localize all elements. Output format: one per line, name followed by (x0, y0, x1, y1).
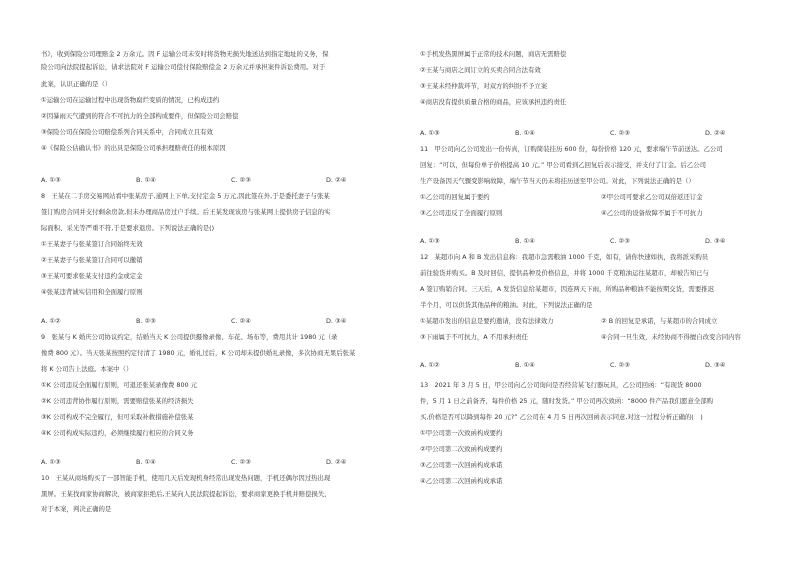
q9-choice-c: C. ②③ (231, 458, 251, 466)
q9-option: ③K 公司构成不完全履行，但可采取补救措施补偿张某 (41, 413, 194, 421)
q9-stem-line: 像费 800 元）。当天张某按照约定付清了 1980 元，婚礼过后，K 公司却未提供婚礼录像，多次协商无果后张某 (41, 349, 356, 357)
q13-stem-line: 买,价格是否可以降到每件 20 元?” 乙公司在 4 月 5 日再次回函表示同意,对这一过程分析正确的( ) (420, 413, 703, 421)
q7-stem-line: 书》，收到保险公司理赔金 2 万余元。因 F 运输公司未安时将货物无损失地送达到指定地址的义务，保 (41, 50, 329, 58)
q11-answer-choices (420, 238, 782, 246)
q8-option: ②王某妻子与张某签订合同可以撤销 (41, 256, 143, 264)
q9-stem-line: 将 K 公司告上法庭。本案中（） (41, 365, 133, 373)
q13-option: ①甲公司第一次致函构成要约 (420, 429, 503, 437)
q8-choice-d: D. ③④ (326, 317, 347, 325)
q9-choice-d: D. ②④ (326, 458, 347, 466)
q7-choice-a: A. ①③ (41, 176, 61, 184)
q7-stem-line: 此案，认识正确的是（） (41, 80, 112, 88)
q7-option: ②因暴雨天气遭到的符合不可抗力的全部构成要件，但保险公司会赔偿 (41, 112, 239, 120)
q8-stem-line: 际面积、采光等严重不符,于是要求退房。下列说法正确的是() (41, 224, 215, 232)
q7-answer-choices (41, 177, 403, 185)
q12-choice-a: A. ①② (420, 361, 440, 369)
right-column (420, 0, 782, 562)
q9-choice-a: A. ①③ (41, 458, 61, 466)
q11-stem-line: 11 甲公司向乙公司发出一份传真，订购简装挂历 600 份，每份价格 120 元，要求端午节前送达。乙公司 (420, 145, 723, 153)
q13-stem-line: 13 2021 年 3 月 5 日，甲公司向乙公司询问是否经营某飞行器玩具，乙公司回函：“有现货 8000 (420, 381, 702, 389)
q12-stem-line: 半个月，可以供货其他品种的粮油。对此，下列说法正确的是 (420, 301, 593, 309)
q9-stem-line: 9 张某与 K 婚庆公司协议约定，结婚当天 K 公司提供摄像录像、车花、场布等，费用共计 1980 元（录 (41, 333, 338, 341)
q10-option: ①手机发热黑屏属于正常的技术问题，商店无需赔偿 (420, 50, 567, 58)
q9-option: ②K 公司违背协作履行原则，需要赔偿张某的经济损失 (41, 397, 194, 405)
q7-choice-d: D. ②④ (326, 176, 347, 184)
q8-answer-choices (41, 318, 403, 326)
q11-options-row (420, 194, 782, 202)
q7-choice-c: C. ②③ (231, 176, 251, 184)
q7-stem-line: 险公司向法院提起诉讼，请求法院对 F 运输公司偿付保险赔偿金 2 万余元并承担案件诉讼费用。对于 (41, 63, 326, 71)
q13-option: ③乙公司第一次回函构成承诺 (420, 461, 503, 469)
q12-options-row (420, 318, 782, 326)
q8-option: ④张某违背诚实信用和全面履行原则 (41, 288, 143, 296)
q12-option: ③下雨属于不可抗力，A 不用承担责任 (420, 333, 528, 341)
q8-stem-line: 8 王某在二手房交易网站看中张某房子,通网上下单,支付定金 5 万元,因此签在外,于是委托妻子与张某 (41, 192, 330, 200)
q12-stem-line: A 签订购销合同。三天后，A 发货信息给某超市，因连两天下雨，所购品种粮油不能按期交货，需要推迟 (420, 285, 714, 293)
q10-option: ③王某未经仲裁环节，对双方的纠纷不予立案 (420, 82, 548, 90)
q13-option: ④乙公司第二次回函构成承诺 (420, 477, 503, 485)
q9-option: ④K 公司构成实际违约，必须继续履行相应的合同义务 (41, 429, 194, 437)
q9-answer-choices (41, 459, 403, 467)
q11-choice-c: C. ②③ (610, 237, 630, 245)
q12-choice-b: B. ①④ (515, 361, 535, 369)
q11-stem-line: 回复：“可以，但每份单子价格提高 10 元。” 甲公司看到乙回复后表示接受，并支付了订金。后乙公司 (420, 161, 707, 169)
q12-stem-line: 12 某超市向 A 和 B 发出信息称：我超市急需粮油 1000 千克，如有，请你快速如执，我将派采购员 (420, 253, 709, 261)
q11-choice-b: B. ①④ (515, 237, 535, 245)
q8-choice-a: A. ①② (41, 317, 61, 325)
q7-choice-b: B. ①④ (136, 176, 156, 184)
q8-choice-b: B. ②③ (136, 317, 156, 325)
q12-choice-c: C. ②③ (610, 361, 630, 369)
q11-option: ④乙公司的设备故障不属于不可抗力 (601, 209, 703, 217)
q10-stem-line: 对于本案，判决正确的是 (41, 505, 112, 513)
q13-option: ②甲公司第二次致函构成要约 (420, 445, 503, 453)
q10-answer-choices (420, 130, 782, 138)
q10-option: ②王某与商店之间订立的买卖合同合法有效 (420, 66, 541, 74)
q11-option: ②甲公司可要求乙公司双倍返还订金 (601, 193, 703, 201)
q11-option: ③乙公司违反了全面履行原则 (420, 209, 503, 217)
q11-stem-line: 生产设备因天气骤变影响故障，端午节当天仍未将挂历送至甲公司。对此，下列说法正确的是（） (420, 177, 695, 185)
q12-answer-choices (420, 362, 782, 370)
left-column (41, 0, 403, 562)
q10-stem-line: 10 王某从商场购买了一部智能手机，使用几天后发现机身经常出现发热问题，手机还偶尔因过热出现 (41, 474, 331, 482)
q10-choice-c: C. ②③ (610, 129, 630, 137)
q9-option: ①K 公司违反全面履行原则，可退还张某录像费 800 元 (41, 381, 198, 389)
q11-choice-a: A. ①③ (420, 237, 440, 245)
q10-option: ④商店没有提供质量合格的商品，应该承担违约责任 (420, 98, 567, 106)
q11-choice-d: D. ③④ (705, 237, 726, 245)
q12-stem-line: 前往验货并购买。B 及时回信，提供品种及价格信息，并将 1000 千克粮油运往某超市，却被告知已与 (420, 269, 709, 277)
q8-option: ③王某可要求张某支付违约金或定金 (41, 272, 143, 280)
q10-choice-d: D. ②④ (705, 129, 726, 137)
q8-stem-line: 签订购房合同并支付剩余房款,但未办理商品房过户手续。后王某发现该房与张某网上提供房子信息的实 (41, 208, 331, 216)
q10-stem-line: 黑屏。王某找商家协商解决，被商家拒绝后,王某向人民法院提起诉讼，要求商家更换手机并赔偿损失， (41, 490, 331, 498)
q7-option: ③保险公司在保险公司赔偿系列合同关系中，合同成立且有效 (41, 128, 213, 136)
q10-choice-a: A. ①③ (420, 129, 440, 137)
q8-option: ①王某妻子与张某签订合同始终无效 (41, 240, 143, 248)
q12-option: ①某超市发出的信息是要约邀请，没有法律效力 (420, 317, 554, 325)
q12-options-row (420, 334, 782, 342)
q8-choice-c: C. ②④ (231, 317, 251, 325)
q13-stem-line: 件，5 月 1 日之前备齐，每件价格 25 元，随时发货。” 甲公司再次致函：“8000 件产品我们愿意全部购 (420, 397, 714, 405)
q12-choice-d: D. ③④ (705, 361, 726, 369)
q11-options-row (420, 210, 782, 218)
q9-choice-b: B. ①④ (136, 458, 156, 466)
q10-choice-b: B. ①④ (515, 129, 535, 137)
q12-option: ② B 的回复是承诺，与某超市的合同成立 (601, 317, 718, 325)
q12-option: ④合同一旦生效，未经协商不得擅自改变合同内容 (601, 333, 741, 341)
q7-option: ①运输公司在运输过程中出现货物腐烂变质的情况，已构成违约 (41, 96, 220, 104)
q7-option: ④《保险公估确认书》的出具是保险公司承担理赔责任的根本原因 (41, 144, 226, 152)
q11-option: ①乙公司的回复属于要约 (420, 193, 490, 201)
